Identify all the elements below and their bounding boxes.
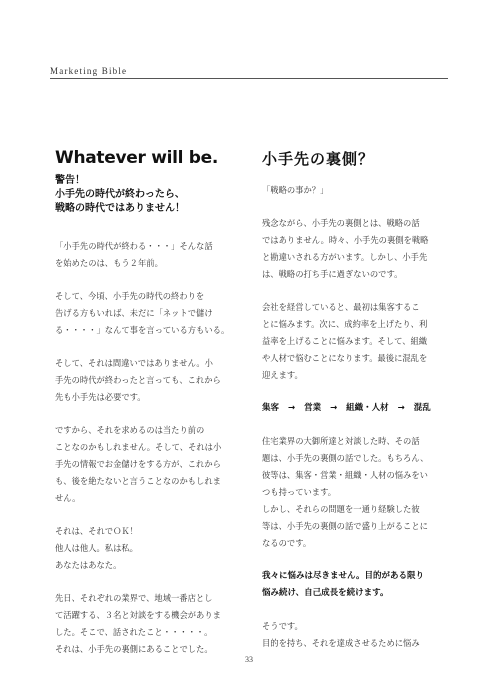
text-line: あなたはあなた。	[55, 560, 122, 570]
text-line: 目的を持ち、それを達成させるために悩み	[262, 638, 420, 648]
arrow-icon: →	[330, 403, 338, 413]
left-body	[55, 238, 240, 658]
text-line: そして、それは間違いではありません。小	[55, 358, 213, 368]
flow-step: 集客	[262, 403, 280, 413]
bold-line: 悩み続け、自己成長を続けます。	[262, 588, 389, 598]
right-column	[262, 148, 447, 652]
text-line: 題は、小手先の裏側の話でした。もちろん、	[262, 453, 429, 463]
arrow-icon: →	[397, 403, 405, 413]
text-line: 彼等は、集客・営業・組織・人材の悩みをい	[262, 470, 428, 480]
paragraph	[262, 433, 447, 501]
page-number: 33	[245, 655, 253, 664]
text-line: 手先の情報でお金儲けをする方が、これから	[55, 459, 221, 469]
text-line: 残念ながら、小手先の裏側とは、戦略の話	[262, 218, 420, 228]
text-line: も、後を絶たないと言うことなのかもしれま	[55, 476, 221, 486]
text-line: しかし、それらの問題を一通り経験した彼	[262, 504, 420, 514]
text-line: それは、それでＯＫ！	[55, 526, 138, 536]
flow-step: 組織・人材	[346, 403, 389, 413]
text-line: それは、小手先の裏側にあることでした。	[55, 644, 213, 654]
flow-step: 営業	[304, 403, 322, 413]
header-rule	[50, 78, 448, 79]
paragraph	[55, 590, 240, 658]
text-line: 告げる方もいれば、未だに「ネットで儲け	[55, 308, 213, 318]
paragraph	[262, 618, 447, 652]
text-line: 益率を上げることに悩みます。そして、組織	[262, 336, 428, 346]
paragraph	[55, 288, 240, 339]
text-line: なるのです。	[262, 538, 312, 548]
text-line: 「戦略の事か？」	[262, 185, 329, 195]
process-flow	[262, 400, 447, 417]
text-line: ではありません。時々、小手先の裏側を戦略	[262, 235, 429, 245]
text-line: した。そこで、話されたこと・・・・・。	[55, 627, 213, 637]
warning-line: 警告！	[55, 175, 85, 186]
paragraph	[262, 501, 447, 552]
text-line: 住宅業界の大御所達と対談した時、その話	[262, 436, 420, 446]
text-line: て活躍する、３名と対談をする機会がありま	[55, 610, 221, 620]
warning-block	[55, 174, 240, 216]
text-line: 迎えます。	[262, 370, 303, 380]
text-line: は、戦略の打ち手に過ぎないのです。	[262, 269, 403, 279]
text-line: つも持っています。	[262, 487, 337, 497]
text-line: 会社を経営していると、最初は集客するこ	[262, 302, 420, 312]
text-line: そうです。	[262, 621, 303, 631]
text-line: と勘違いされる方がいます。しかし、小手先	[262, 252, 428, 262]
text-line: 等は、小手先の裏側の話で盛り上がることに	[262, 521, 428, 531]
text-line: 先も小手先は必要です。	[55, 392, 146, 402]
text-line: ですから、それを求めるのは当たり前の	[55, 425, 205, 435]
emphasis-block	[262, 568, 447, 602]
text-line: 手先の時代が終わったと言っても、これから	[55, 375, 221, 385]
headline-japanese: 小手先の裏側？	[262, 150, 375, 168]
text-line: 先日、それぞれの業界で、地域一番店とし	[55, 593, 213, 603]
subheading	[262, 182, 447, 199]
paragraph	[55, 523, 240, 574]
text-line: や人材で悩むことになります。最後に混乱を	[262, 353, 428, 363]
text-line: そして、今頃、小手先の時代の終わりを	[55, 291, 205, 301]
right-body	[262, 182, 447, 652]
left-column	[55, 148, 240, 658]
flow-step: 混乱	[413, 403, 431, 413]
paragraph	[55, 355, 240, 406]
text-line: せん。	[55, 493, 81, 503]
text-line: ことなのかもしれません。そして、それは小	[55, 442, 222, 452]
text-line: とに悩みます。次に、成約率を上げたり、利	[262, 319, 428, 329]
bold-line: 我々に悩みは尽きません。目的がある限り	[262, 571, 425, 581]
paragraph	[55, 238, 240, 272]
warning-line: 戦略の時代ではありません！	[55, 203, 185, 214]
text-line: 他人は他人。私は私。	[55, 543, 138, 553]
text-line: 「小手先の時代が終わる・・・」そんな話	[55, 241, 213, 251]
paragraph	[262, 215, 447, 283]
text-line: る・・・・」なんて事を言っている方もいる。	[55, 325, 230, 335]
running-header: Marketing Bible	[50, 66, 128, 76]
text-line: を始めたのは、もう２年前。	[55, 258, 163, 268]
paragraph	[262, 299, 447, 384]
warning-line: 小手先の時代が終わったら、	[55, 189, 185, 200]
arrow-icon: →	[287, 403, 296, 413]
paragraph	[55, 422, 240, 507]
headline-english: Whatever will be.	[55, 148, 219, 168]
